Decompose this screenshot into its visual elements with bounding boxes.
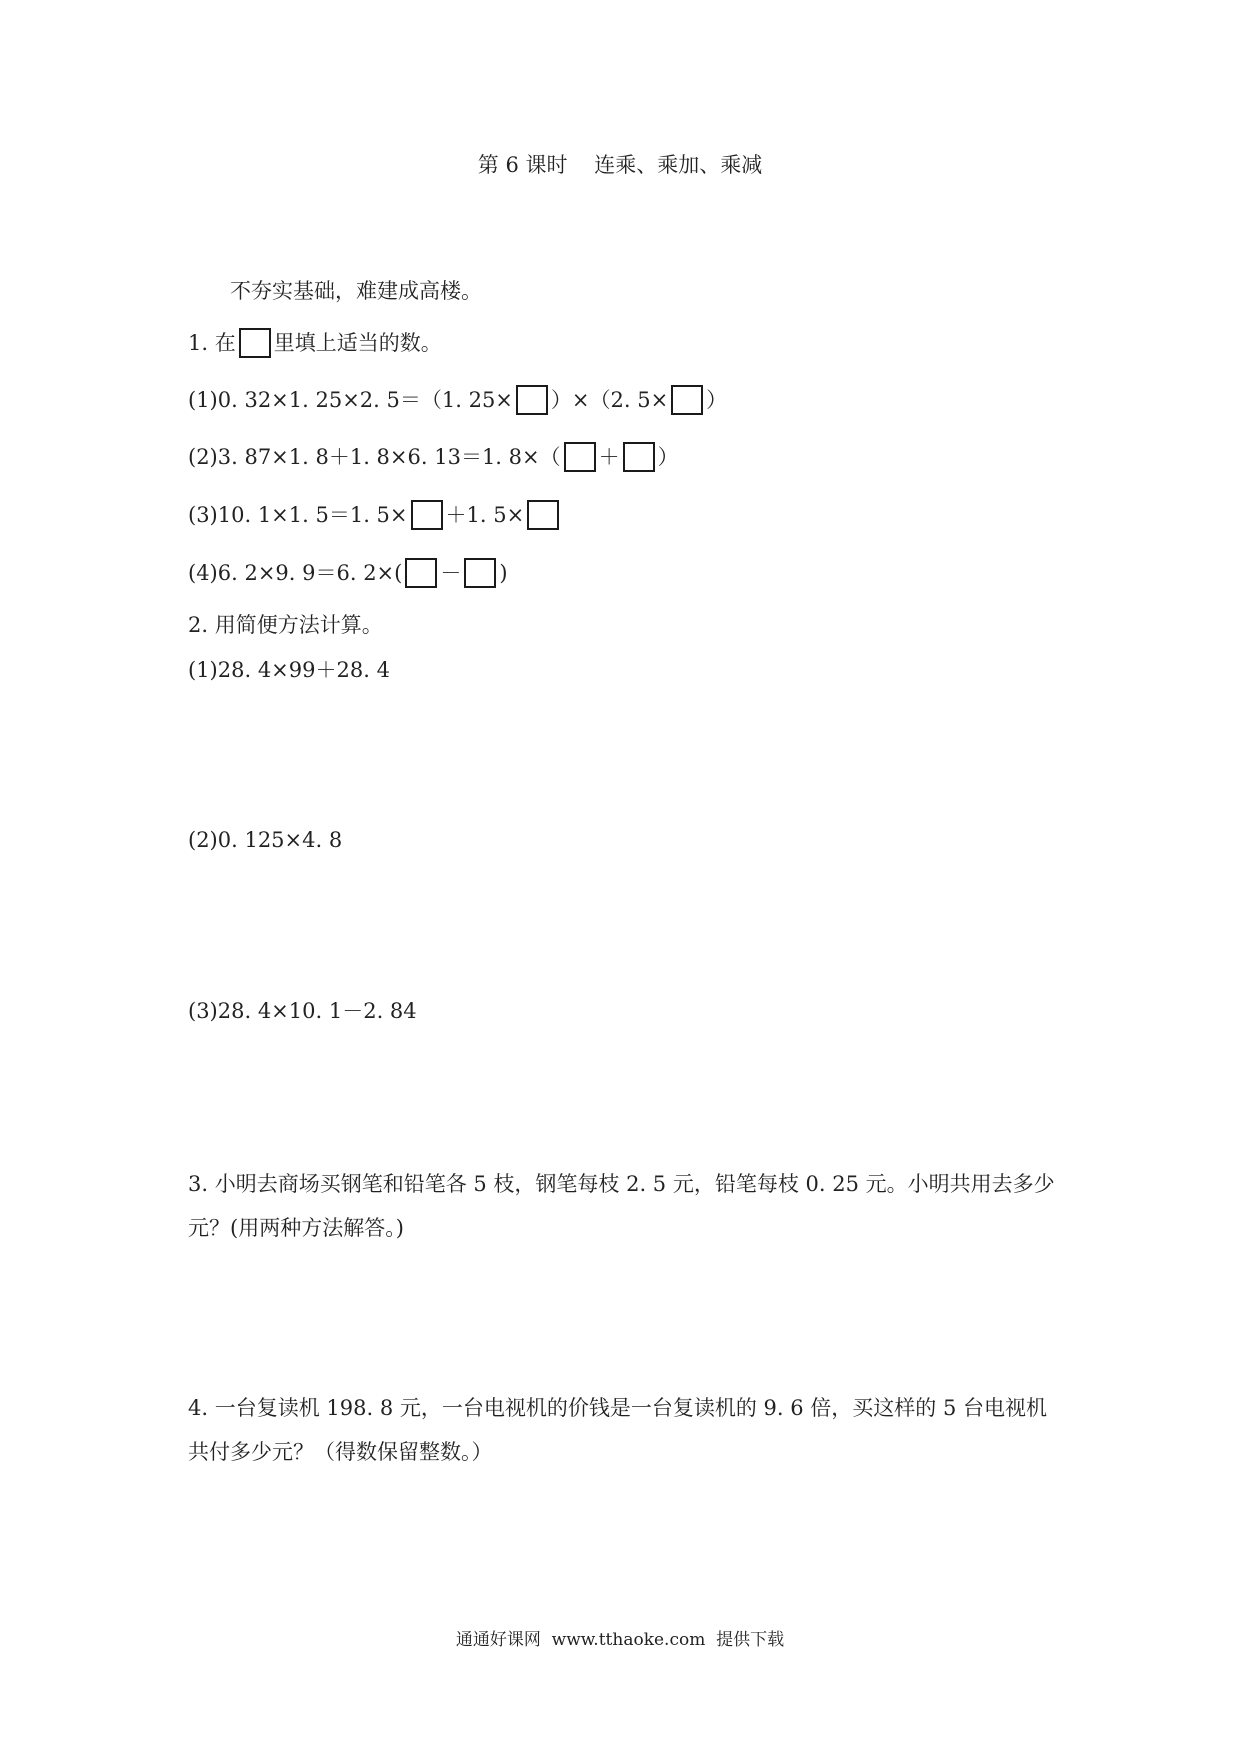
q1-item-3: [188, 500, 562, 530]
q4-text: 4. 一台复读机 198. 8 元，一台电视机的价钱是一台复读机的 9. 6 倍，买这样的 5 台电视机共付多少元？（得数保留整数。）: [188, 1396, 1047, 1464]
answer-box[interactable]: [516, 385, 548, 415]
q2-prompt: 2. 用简便方法计算。: [188, 613, 383, 637]
answer-box[interactable]: [405, 558, 437, 588]
answer-box[interactable]: [411, 500, 443, 530]
q1-item-4-part-a: (4)6. 2×9. 9＝6. 2×(: [188, 561, 403, 585]
q1-item-1: [188, 385, 727, 415]
q2-item-1: (1)28. 4×99＋28. 4: [188, 658, 390, 682]
answer-box[interactable]: [671, 385, 703, 415]
q1-item-2-part-b: ＋: [598, 445, 620, 469]
q3-text: 3. 小明去商场买钢笔和铅笔各 5 枝，钢笔每枝 2. 5 元，铅笔每枝 0. 25 元。小明共用去多少元？(用两种方法解答。): [188, 1172, 1055, 1240]
q1-prompt-pre: 1. 在: [188, 331, 236, 355]
q1-item-1-part-a: (1)0. 32×1. 25×2. 5＝（1. 25×: [188, 388, 513, 412]
answer-box[interactable]: [464, 558, 496, 588]
page-title: 第 6 课时 连乘、乘加、乘减: [477, 153, 763, 177]
q1-item-1-part-b: ）×（2. 5×: [550, 388, 669, 412]
q1-item-4-part-b: －: [440, 561, 462, 585]
answer-box[interactable]: [564, 442, 596, 472]
q1-item-1-part-c: ）: [706, 388, 728, 412]
q1-item-3-part-a: (3)10. 1×1. 5＝1. 5×: [188, 503, 408, 527]
answer-box-example: [239, 328, 271, 358]
q2-item-2: (2)0. 125×4. 8: [188, 828, 343, 852]
q2-item-3: (3)28. 4×10. 1－2. 84: [188, 999, 417, 1023]
q1-item-3-part-b: ＋1. 5×: [445, 503, 525, 527]
q1-prompt-post: 里填上适当的数。: [273, 331, 442, 355]
q1-item-4: [188, 558, 508, 588]
q1-prompt: [188, 328, 442, 358]
answer-box[interactable]: [527, 500, 559, 530]
q1-item-2: [188, 442, 679, 472]
q1-item-2-part-a: (2)3. 87×1. 8＋1. 8×6. 13＝1. 8×（: [188, 445, 561, 469]
footer-credit: 通通好课网 www.tthaoke.com 提供下载: [455, 1630, 785, 1650]
q1-item-4-part-c: ): [499, 561, 508, 585]
motto: 不夯实基础，难建成高楼。: [230, 279, 482, 303]
q1-item-2-part-c: ）: [657, 445, 679, 469]
answer-box[interactable]: [623, 442, 655, 472]
